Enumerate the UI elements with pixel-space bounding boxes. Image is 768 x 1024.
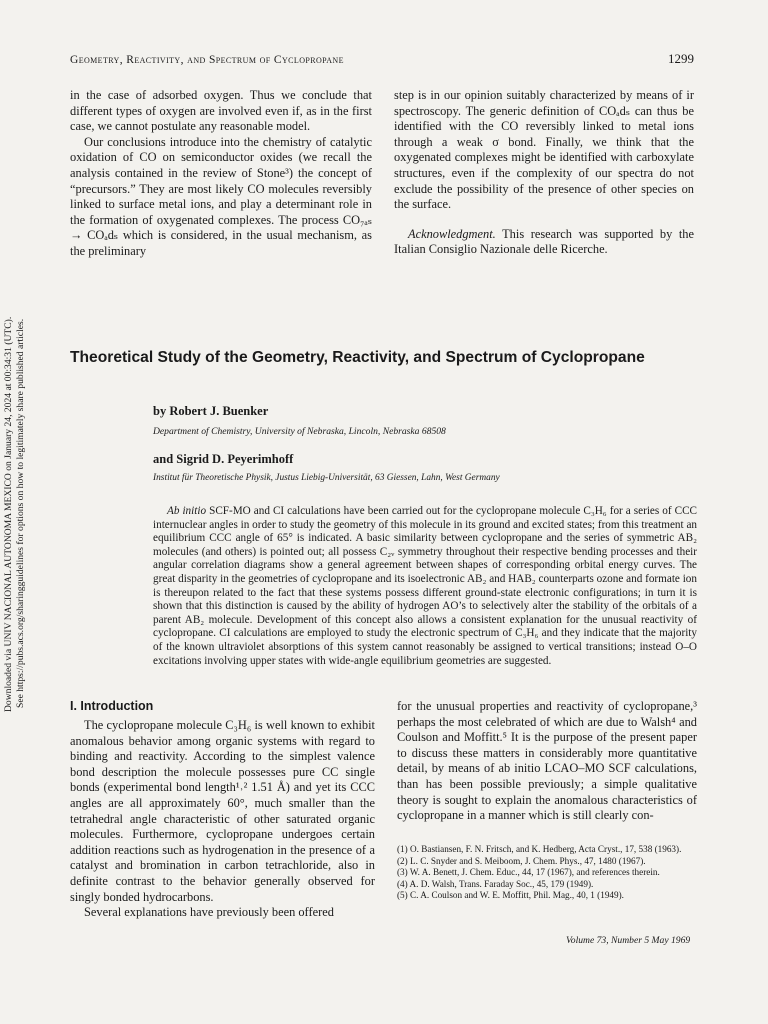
author-affiliation: Department of Chemistry, University of Nebraska, Lincoln, Nebraska 68508 [153,426,446,437]
section-heading: I. Introduction [70,699,154,713]
page-number: 1299 [668,51,694,66]
intro-left-column [70,718,375,921]
prev-article-left-column [70,88,372,260]
paragraph: Our conclusions introduce into the chemistry of catalytic oxidation of CO on semiconductor oxides (we recall the analysis contained in the review of Stone³) the concept of “precursors.” They are most likely CO molecules reversibly linked to surface metal ions, and play a determinant role in the formation of oxygenated complexes. The process CO₇ₐₛ → COₐdₛ which is considered, in the usual mechanism, as the preliminary [70,134,372,258]
download-notice-line1: Downloaded via UNIV NACIONAL AUTONOMA MEXICO on January 24, 2024 at 00:34:31 (UTC). [3,316,14,712]
paragraph: in the case of adsorbed oxygen. Thus we conclude that different types of oxygen are involved even if, as in the first case, we cannot postulate any reasonable model. [70,88,372,134]
reference-item: (4) A. D. Walsh, Trans. Faraday Soc., 45, 179 (1949). [397,878,594,889]
prev-article-right-column [394,88,694,258]
paragraph: for the unusual properties and reactivity of cyclopropane,³ perhaps the most celebrated of which are due to Walsh⁴ and Coulson and Moffitt.⁵ It is the purpose of the present paper to discuss these matters in considerably more quantitative detail, by means of ab initio LCAO–MO SCF calculations, than has been possible previously; a simple qualitative theory is sought to explain the anomalous characteristics of cyclopropane in a manner which is still clearly con- [397,699,697,823]
author-name: and Sigrid D. Peyerimhoff [153,452,294,466]
download-notice [0,300,28,720]
reference-item: (5) C. A. Coulson and W. E. Moffitt, Phil. Mag., 40, 1 (1949). [397,890,624,901]
article-title: Theoretical Study of the Geometry, Reactivity, and Spectrum of Cyclopropane [70,349,645,366]
download-notice-line2: See https://pubs.acs.org/sharingguidelines for options on how to legitimately share published articles. [15,318,26,708]
author-affiliation: Institut für Theoretische Physik, Justus Liebig-Universität, 63 Giessen, Lahn, West Germany [153,473,500,483]
references [397,844,697,902]
acknowledgment-text: This research was supported by the Italian Consiglio Nazionale delle Ricerche. [394,226,694,257]
acknowledgment [394,227,694,258]
running-head: Geometry, Reactivity, and Spectrum of Cyclopropane [70,54,344,66]
paragraph: step is in our opinion suitably characterized by means of ir spectroscopy. The generic definition of COₐdₛ can thus be identified with the CO reversibly linked to metal ions through a weak σ bond. Finally, we think that the oxygenated complexes might be identified with carboxylate structures, even if the complexity of our spectra do not exclude the possibility of the presence of other species on the surface. [394,88,694,212]
abstract-body: SCF-MO and CI calculations have been carried out for the cyclopropane molecule C₃H₆ for a series of CCC internuclear angles in order to study the geometry of this molecule in its ground and excited states; from this treatment an equilibrium CCC angle of 65° is indicated. A basic similarity between cyclopropane and the series of symmetric AB₂ molecules (and others) is pointed out; all possess C₂ᵥ symmetry throughout their respective bending processes and their angular correlation diagrams show a general agreement between shapes of corresponding orbital energy curves. The great disparity in the geometries of cyclopropane and its isoelectronic AB₂ and HAB₂ counterparts ozone and formate ion is thereupon related to the fact that these systems possess different ground-state electronic configurations; in turn it is shown that this distinction is caused by the ability of hydrogen AO’s to selectively alter the stability of the orbitals of a parent AB₂ molecule. Development of this concept also allows a consistent explanation for the unusual reactivity of cyclopropane. CI calculations are employed to study the electronic spectrum of C₃H₆ and they indicate that the majority of the known ultraviolet absorptions of this system cannot reasonably be assigned to vertical transitions; instead O–O excitations involving upper states with wide-angle equilibrium geometries are suggested. [153,505,697,667]
paragraph: The cyclopropane molecule C₃H₆ is well known to exhibit anomalous behavior among organic systems with regard to binding and reactivity. According to the simplest valence bond description the molecule possesses pure CC single bonds (experimental bond length¹˒² 1.51 Å) and yet its CCC angles are all approximately 60°, much smaller than the tetrahedral angle characteristic of other saturated organic molecules. Furthermore, cyclopropane undergoes certain addition reactions such as hydrogenation in the presence of a catalyst and bromination in carbon tetrachloride, also in definite contrast to the behavior generally observed for singly bonded hydrocarbons. [70,718,375,904]
reference-item: (2) L. C. Snyder and S. Meiboom, J. Chem. Phys., 47, 1480 (1967). [397,855,646,866]
abstract-lead: Ab initio [167,505,207,517]
reference-item: (3) W. A. Benett, J. Chem. Educ., 44, 17 (1967), and references therein. [397,867,660,878]
author-name: by Robert J. Buenker [153,404,269,418]
journal-footer: Volume 73, Number 5 May 1969 [566,935,691,946]
abstract [153,505,697,668]
paragraph: Several explanations have previously been offered [84,905,334,920]
acknowledgment-label: Acknowledgment. [408,226,496,241]
abstract-text [153,505,697,668]
reference-item: (1) O. Bastiansen, F. N. Fritsch, and K. Hedberg, Acta Cryst., 17, 538 (1963). [397,844,682,854]
intro-right-column [397,699,697,824]
